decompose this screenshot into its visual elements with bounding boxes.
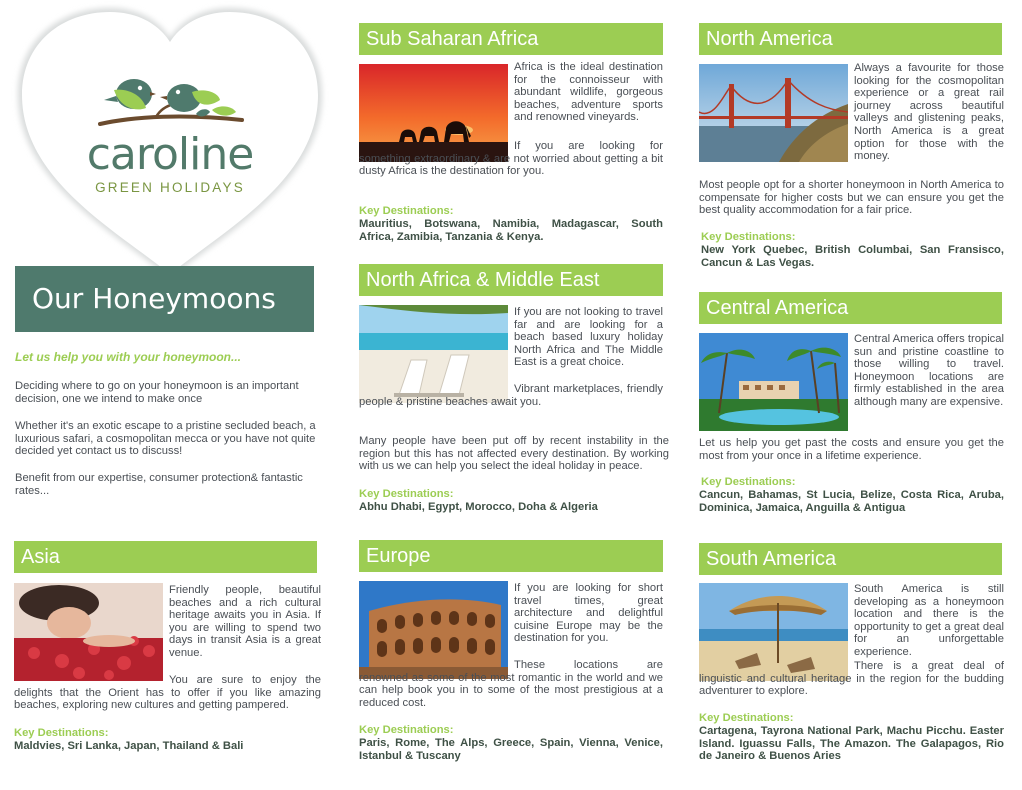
europe-header: Europe <box>359 540 663 572</box>
europe-paragraph-2: These locations are renowned as some of the most romantic in the world and we can help book you in to some of the most prestigious at a reduced cost. <box>359 659 663 709</box>
nafme-paragraph-2: Vibrant marketplaces, friendly people & pristine beaches await you. <box>359 383 663 408</box>
intro-paragraph-3: Benefit from our expertise, consumer protection& fantastic rates... <box>15 472 303 497</box>
na-paragraph-2: Most people opt for a shorter honeymoon in North America to compensate for higher costs but we can ensure you get the best quality accommodation for a fair price. <box>699 179 1004 217</box>
nafme-header: North Africa & Middle East <box>359 264 663 296</box>
birds-logo-icon <box>96 70 246 132</box>
ssa-paragraph-2: If you are looking for something extraordinary & are not worried about getting a bit dusty Africa is the destination for you. <box>359 140 663 178</box>
asia-destinations: Maldvies, Sri Lanka, Japan, Thailand & Bali <box>14 740 244 752</box>
nafme-paragraph-3: Many people have been put off by recent instability in the region but this has not affected every destination. By working with us we can help you select the ideal holiday in peace. <box>359 435 669 473</box>
sa-paragraph-1: South America is still developing as a honeymoon location and there is the opportunity to get a great deal for an unforgettable experience. <box>854 583 1004 658</box>
intro-paragraph-1: Deciding where to go on your honeymoon is an important decision, one we intend to make once <box>15 380 299 405</box>
golden-gate-bridge-photo <box>699 64 848 162</box>
ca-key-label: Key Destinations: <box>701 476 796 488</box>
asia-key-label: Key Destinations: <box>14 727 109 739</box>
na-destinations: New York Quebec, British Columbai, San Fransisco, Cancun & Las Vegas. <box>701 244 1004 269</box>
nafme-destinations: Abhu Dhabi, Egypt, Morocco, Doha & Algeria <box>359 501 598 513</box>
asia-header: Asia <box>14 541 317 573</box>
brand-tagline: GREEN HOLIDAYS <box>95 180 245 195</box>
ca-destinations: Cancun, Bahamas, St Lucia, Belize, Costa Rica, Aruba, Dominica, Jamaica, Anguilla & Antigua <box>699 489 1004 514</box>
intro-paragraph-2: Whether it's an exotic escape to a pristine secluded beach, a luxurious safari, a cosmopolitan mecca or you have not quite decided yet contact us to discuss! <box>15 420 316 458</box>
europe-key-label: Key Destinations: <box>359 724 454 736</box>
brand-name: caroline <box>86 129 254 180</box>
nafme-paragraph-1: If you are not looking to travel far and are looking for a beach based luxury holiday North Africa and The Middle East is a great choice. <box>514 306 663 369</box>
ca-paragraph-1: Central America offers tropical sun and pristine coastline to those willing to travel. Honeymoon locations are firmly established in the area although many are expensive. <box>854 333 1004 408</box>
palm-resort-pool-photo <box>699 333 848 431</box>
sa-header: South America <box>699 543 1002 575</box>
sa-destinations: Cartagena, Tayrona National Park, Machu Picchu. Easter Island. Iguassu Falls, The Amazon. The Galapagos, Rio de Janeiro & Buenos Aries <box>699 725 1004 763</box>
intro-lead: Let us help you with your honeymoon... <box>15 350 242 364</box>
nafme-key-label: Key Destinations: <box>359 488 454 500</box>
europe-destinations: Paris, Rome, The Alps, Greece, Spain, Vienna, Venice, Istanbul & Tuscany <box>359 737 663 762</box>
na-header: North America <box>699 23 1002 55</box>
na-paragraph-1: Always a favourite for those looking for the cosmopolitan experience or a great rail journey across beautiful valleys and glistening peaks, North America is a great option for those with the money. <box>854 62 1004 163</box>
ssa-header: Sub Saharan Africa <box>359 23 663 55</box>
page-title: Our Honeymoons <box>32 282 276 315</box>
ca-header: Central America <box>699 292 1002 324</box>
ssa-destinations: Mauritius, Botswana, Namibia, Madagascar, South Africa, Zamibia, Tanzania & Kenya. <box>359 218 663 243</box>
europe-paragraph-1: If you are looking for short travel times, great architecture and delightful cuisine Europe may be the destination for you. <box>514 582 663 645</box>
sa-key-label: Key Destinations: <box>699 712 794 724</box>
page-title-bar <box>15 266 314 332</box>
ssa-key-label: Key Destinations: <box>359 205 454 217</box>
na-key-label: Key Destinations: <box>701 231 796 243</box>
ca-paragraph-2: Let us help you get past the costs and ensure you get the most from your once in a lifetime experience. <box>699 437 1004 462</box>
asia-paragraph-1: Friendly people, beautiful beaches and a rich cultural heritage awaits you in Asia. If you are willing to spend two days in transit Asia is a great venue. <box>169 584 321 659</box>
ssa-paragraph-1: Africa is the ideal destination for the connoisseur with abundant wildlife, gorgeous beaches, adventure sports and renowned vineyards. <box>514 61 663 124</box>
asia-paragraph-2: You are sure to enjoy the delights that the Orient has to offer if you like amazing beaches, exploring new cultures and getting pampered. <box>14 674 321 712</box>
sa-paragraph-2: There is a great deal of linguistic and cultural heritage in the region for the budding adventurer to explore. <box>699 660 1004 698</box>
rose-petal-bath-photo <box>14 583 163 681</box>
